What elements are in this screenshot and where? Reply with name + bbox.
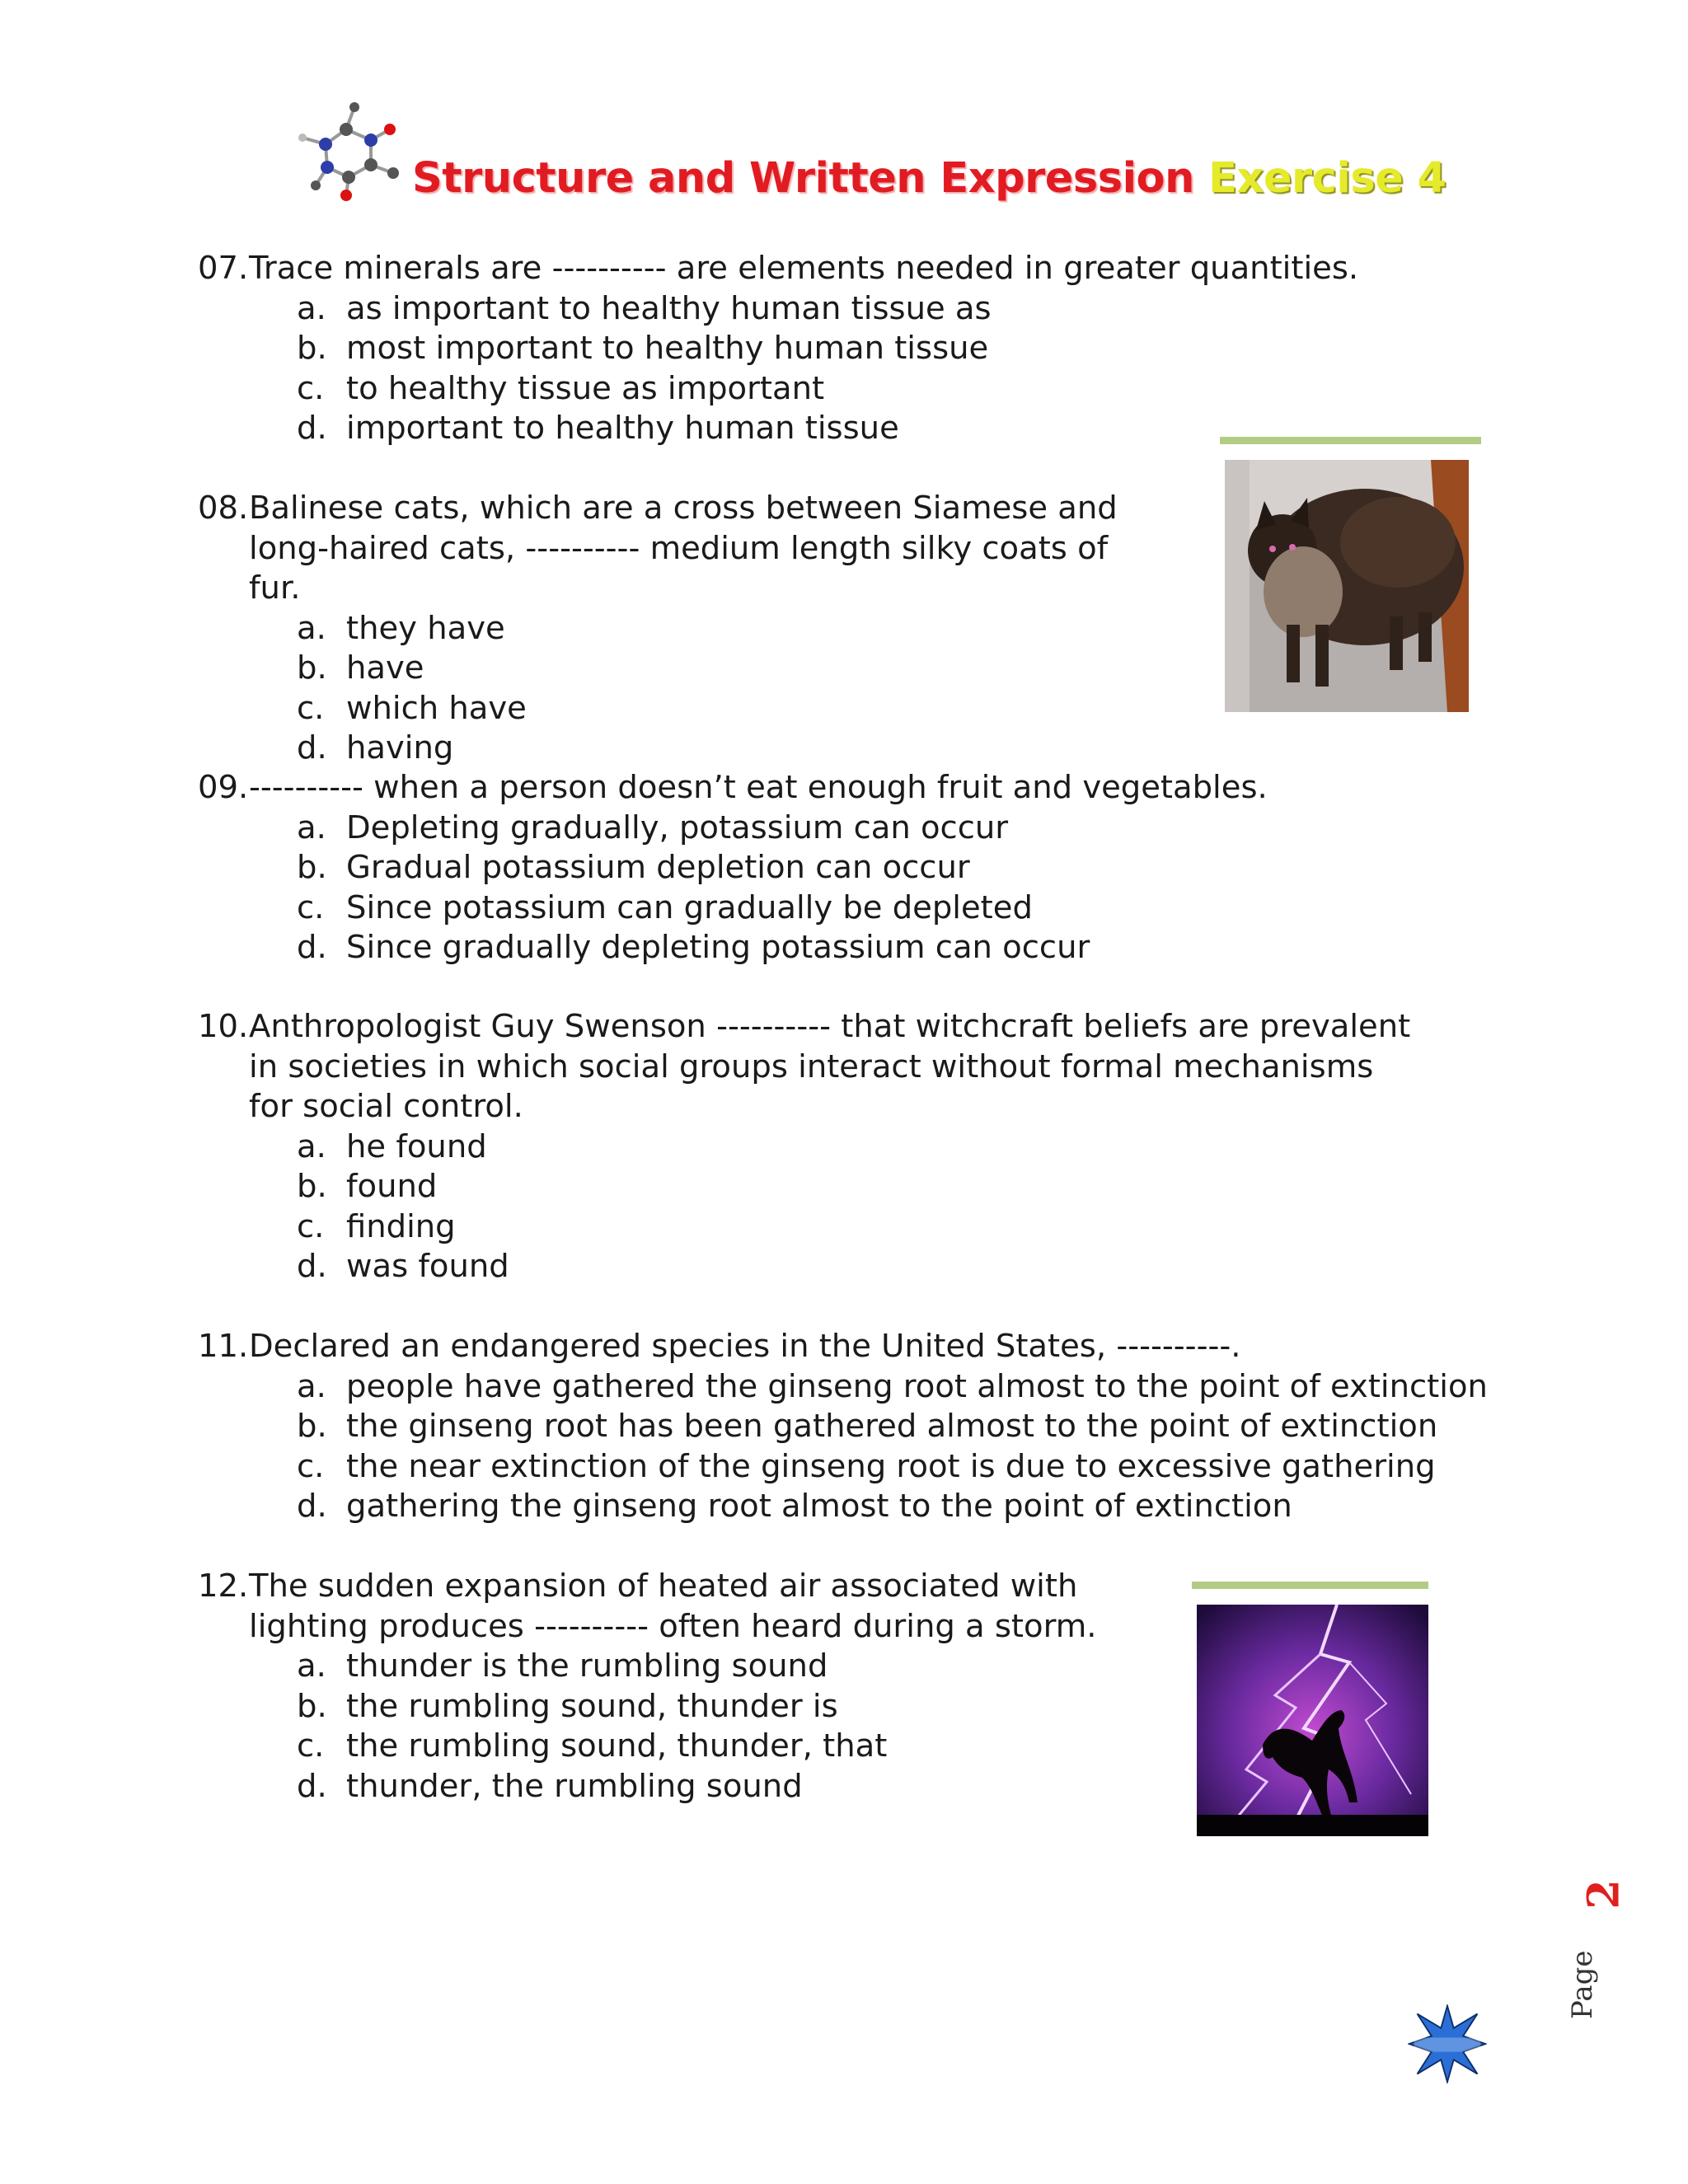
option-letter: b.: [297, 1408, 327, 1445]
answer-options: [198, 1127, 1418, 1287]
question-09: [198, 768, 1409, 968]
question-stem: [198, 249, 1409, 289]
option-text: most important to healthy human tissue: [346, 330, 989, 367]
option-letter: a.: [297, 808, 326, 846]
green-divider: [1192, 1582, 1428, 1589]
option-letter: c.: [297, 1727, 325, 1765]
question-10: [198, 1007, 1418, 1287]
option-letter: b.: [297, 1168, 327, 1205]
option-c[interactable]: [297, 369, 1409, 410]
option-text: people have gathered the ginseng root almost to the point of extinction: [346, 1367, 1488, 1405]
question-number: 07.: [198, 250, 249, 287]
page-digit: 2: [1578, 1879, 1629, 1910]
answer-options: [198, 609, 1162, 769]
title-accent: Exercise 4: [1208, 154, 1447, 203]
question-11: [198, 1327, 1488, 1527]
option-d[interactable]: [297, 928, 1409, 968]
option-text: finding: [346, 1207, 456, 1245]
option-text: he found: [346, 1127, 487, 1165]
option-c[interactable]: [297, 1207, 1418, 1248]
question-text: Anthropologist Guy Swenson ---------- that witchcraft beliefs are prevalent in societies in which social groups interact without formal mechanisms for social control.: [249, 1008, 1411, 1125]
option-text: have: [346, 649, 424, 687]
option-text: as important to healthy human tissue as: [346, 289, 992, 327]
option-text: they have: [346, 609, 505, 647]
option-c[interactable]: [297, 689, 1162, 729]
option-d[interactable]: [297, 729, 1162, 769]
option-letter: a.: [297, 609, 326, 647]
option-letter: d.: [297, 929, 327, 966]
question-number: 12.: [198, 1568, 249, 1605]
option-c[interactable]: [297, 1447, 1488, 1488]
option-letter: a.: [297, 1647, 326, 1685]
option-b[interactable]: [297, 1687, 1154, 1727]
question-stem: [198, 1327, 1409, 1367]
option-a[interactable]: [297, 289, 1409, 330]
option-text: found: [346, 1168, 438, 1205]
option-letter: c.: [297, 1207, 325, 1245]
option-b[interactable]: [297, 329, 1409, 369]
option-d[interactable]: [297, 1247, 1418, 1287]
option-b[interactable]: [297, 1167, 1418, 1207]
cat-photo: [1225, 460, 1469, 712]
option-a[interactable]: [297, 1127, 1418, 1168]
question-number: 09.: [198, 769, 249, 806]
option-letter: d.: [297, 1767, 327, 1805]
option-d[interactable]: [297, 1487, 1488, 1527]
option-c[interactable]: [297, 888, 1409, 929]
option-letter: c.: [297, 888, 325, 926]
option-text: the rumbling sound, thunder is: [346, 1687, 838, 1725]
option-text: thunder is the rumbling sound: [346, 1647, 828, 1685]
question-07: [198, 249, 1409, 449]
page-label: Page: [1566, 1950, 1599, 2019]
question-stem: [198, 489, 1162, 609]
option-text: Gradual potassium depletion can occur: [346, 849, 970, 886]
lightning-horse-photo: [1197, 1605, 1428, 1836]
option-letter: a.: [297, 1367, 326, 1405]
question-text: Trace minerals are ---------- are elements needed in greater quantities.: [249, 250, 1359, 287]
header: [293, 95, 1447, 227]
question-stem: [198, 768, 1409, 808]
question-08: [198, 489, 1162, 769]
question-number: 11.: [198, 1328, 249, 1365]
question-number: 08.: [198, 490, 249, 527]
page-number: [1566, 1854, 1632, 2019]
option-text: gathering the ginseng root almost to the point of extinction: [346, 1488, 1292, 1525]
option-letter: d.: [297, 1248, 327, 1285]
option-text: was found: [346, 1248, 509, 1285]
option-text: which have: [346, 689, 527, 727]
page-title: [412, 154, 1447, 203]
answer-options: [198, 808, 1409, 968]
title-main: Structure and Written Expression: [412, 154, 1194, 203]
question-number: 10.: [198, 1008, 249, 1045]
option-a[interactable]: [297, 1367, 1488, 1408]
question-text: Balinese cats, which are a cross between Siamese and long-haired cats, ---------- medium length silky coats of fur.: [249, 490, 1118, 607]
option-letter: a.: [297, 289, 326, 327]
option-text: Since potassium can gradually be depleted: [346, 888, 1033, 926]
option-text: Since gradually depleting potassium can occur: [346, 929, 1090, 966]
option-b[interactable]: [297, 848, 1409, 888]
molecule-icon: [293, 95, 416, 202]
option-a[interactable]: [297, 1647, 1154, 1687]
option-b[interactable]: [297, 1407, 1488, 1447]
answer-options: [198, 1367, 1488, 1527]
option-text: Depleting gradually, potassium can occur: [346, 808, 1009, 846]
option-text: having: [346, 729, 454, 766]
option-text: important to healthy human tissue: [346, 410, 899, 447]
jonathan-badge-logo: [1408, 2004, 1487, 2083]
option-text: thunder, the rumbling sound: [346, 1767, 803, 1805]
option-text: the rumbling sound, thunder, that: [346, 1727, 888, 1765]
option-letter: c.: [297, 1447, 325, 1485]
question-12: [198, 1567, 1154, 1807]
option-letter: d.: [297, 410, 327, 447]
question-stem: [198, 1567, 1154, 1647]
option-b[interactable]: [297, 649, 1162, 689]
option-letter: d.: [297, 729, 327, 766]
option-a[interactable]: [297, 808, 1409, 849]
option-letter: c.: [297, 689, 325, 727]
answer-options: [198, 289, 1409, 449]
option-letter: b.: [297, 330, 327, 367]
option-letter: c.: [297, 369, 325, 407]
green-divider: [1220, 437, 1481, 444]
question-text: Declared an endangered species in the United States, ----------.: [249, 1328, 1241, 1365]
option-text: to healthy tissue as important: [346, 369, 825, 407]
option-a[interactable]: [297, 609, 1162, 649]
option-letter: b.: [297, 1687, 327, 1725]
option-d[interactable]: [297, 1767, 1154, 1807]
answer-options: [198, 1647, 1154, 1807]
option-text: the ginseng root has been gathered almost to the point of extinction: [346, 1408, 1438, 1445]
option-letter: b.: [297, 649, 327, 687]
option-letter: d.: [297, 1488, 327, 1525]
option-letter: b.: [297, 849, 327, 886]
option-text: the near extinction of the ginseng root is due to excessive gathering: [346, 1447, 1436, 1485]
question-text: The sudden expansion of heated air associated with lighting produces ---------- often heard during a storm.: [249, 1568, 1097, 1645]
question-stem: [198, 1007, 1418, 1127]
option-c[interactable]: [297, 1727, 1154, 1767]
question-text: ---------- when a person doesn’t eat enough fruit and vegetables.: [249, 769, 1268, 806]
option-letter: a.: [297, 1127, 326, 1165]
